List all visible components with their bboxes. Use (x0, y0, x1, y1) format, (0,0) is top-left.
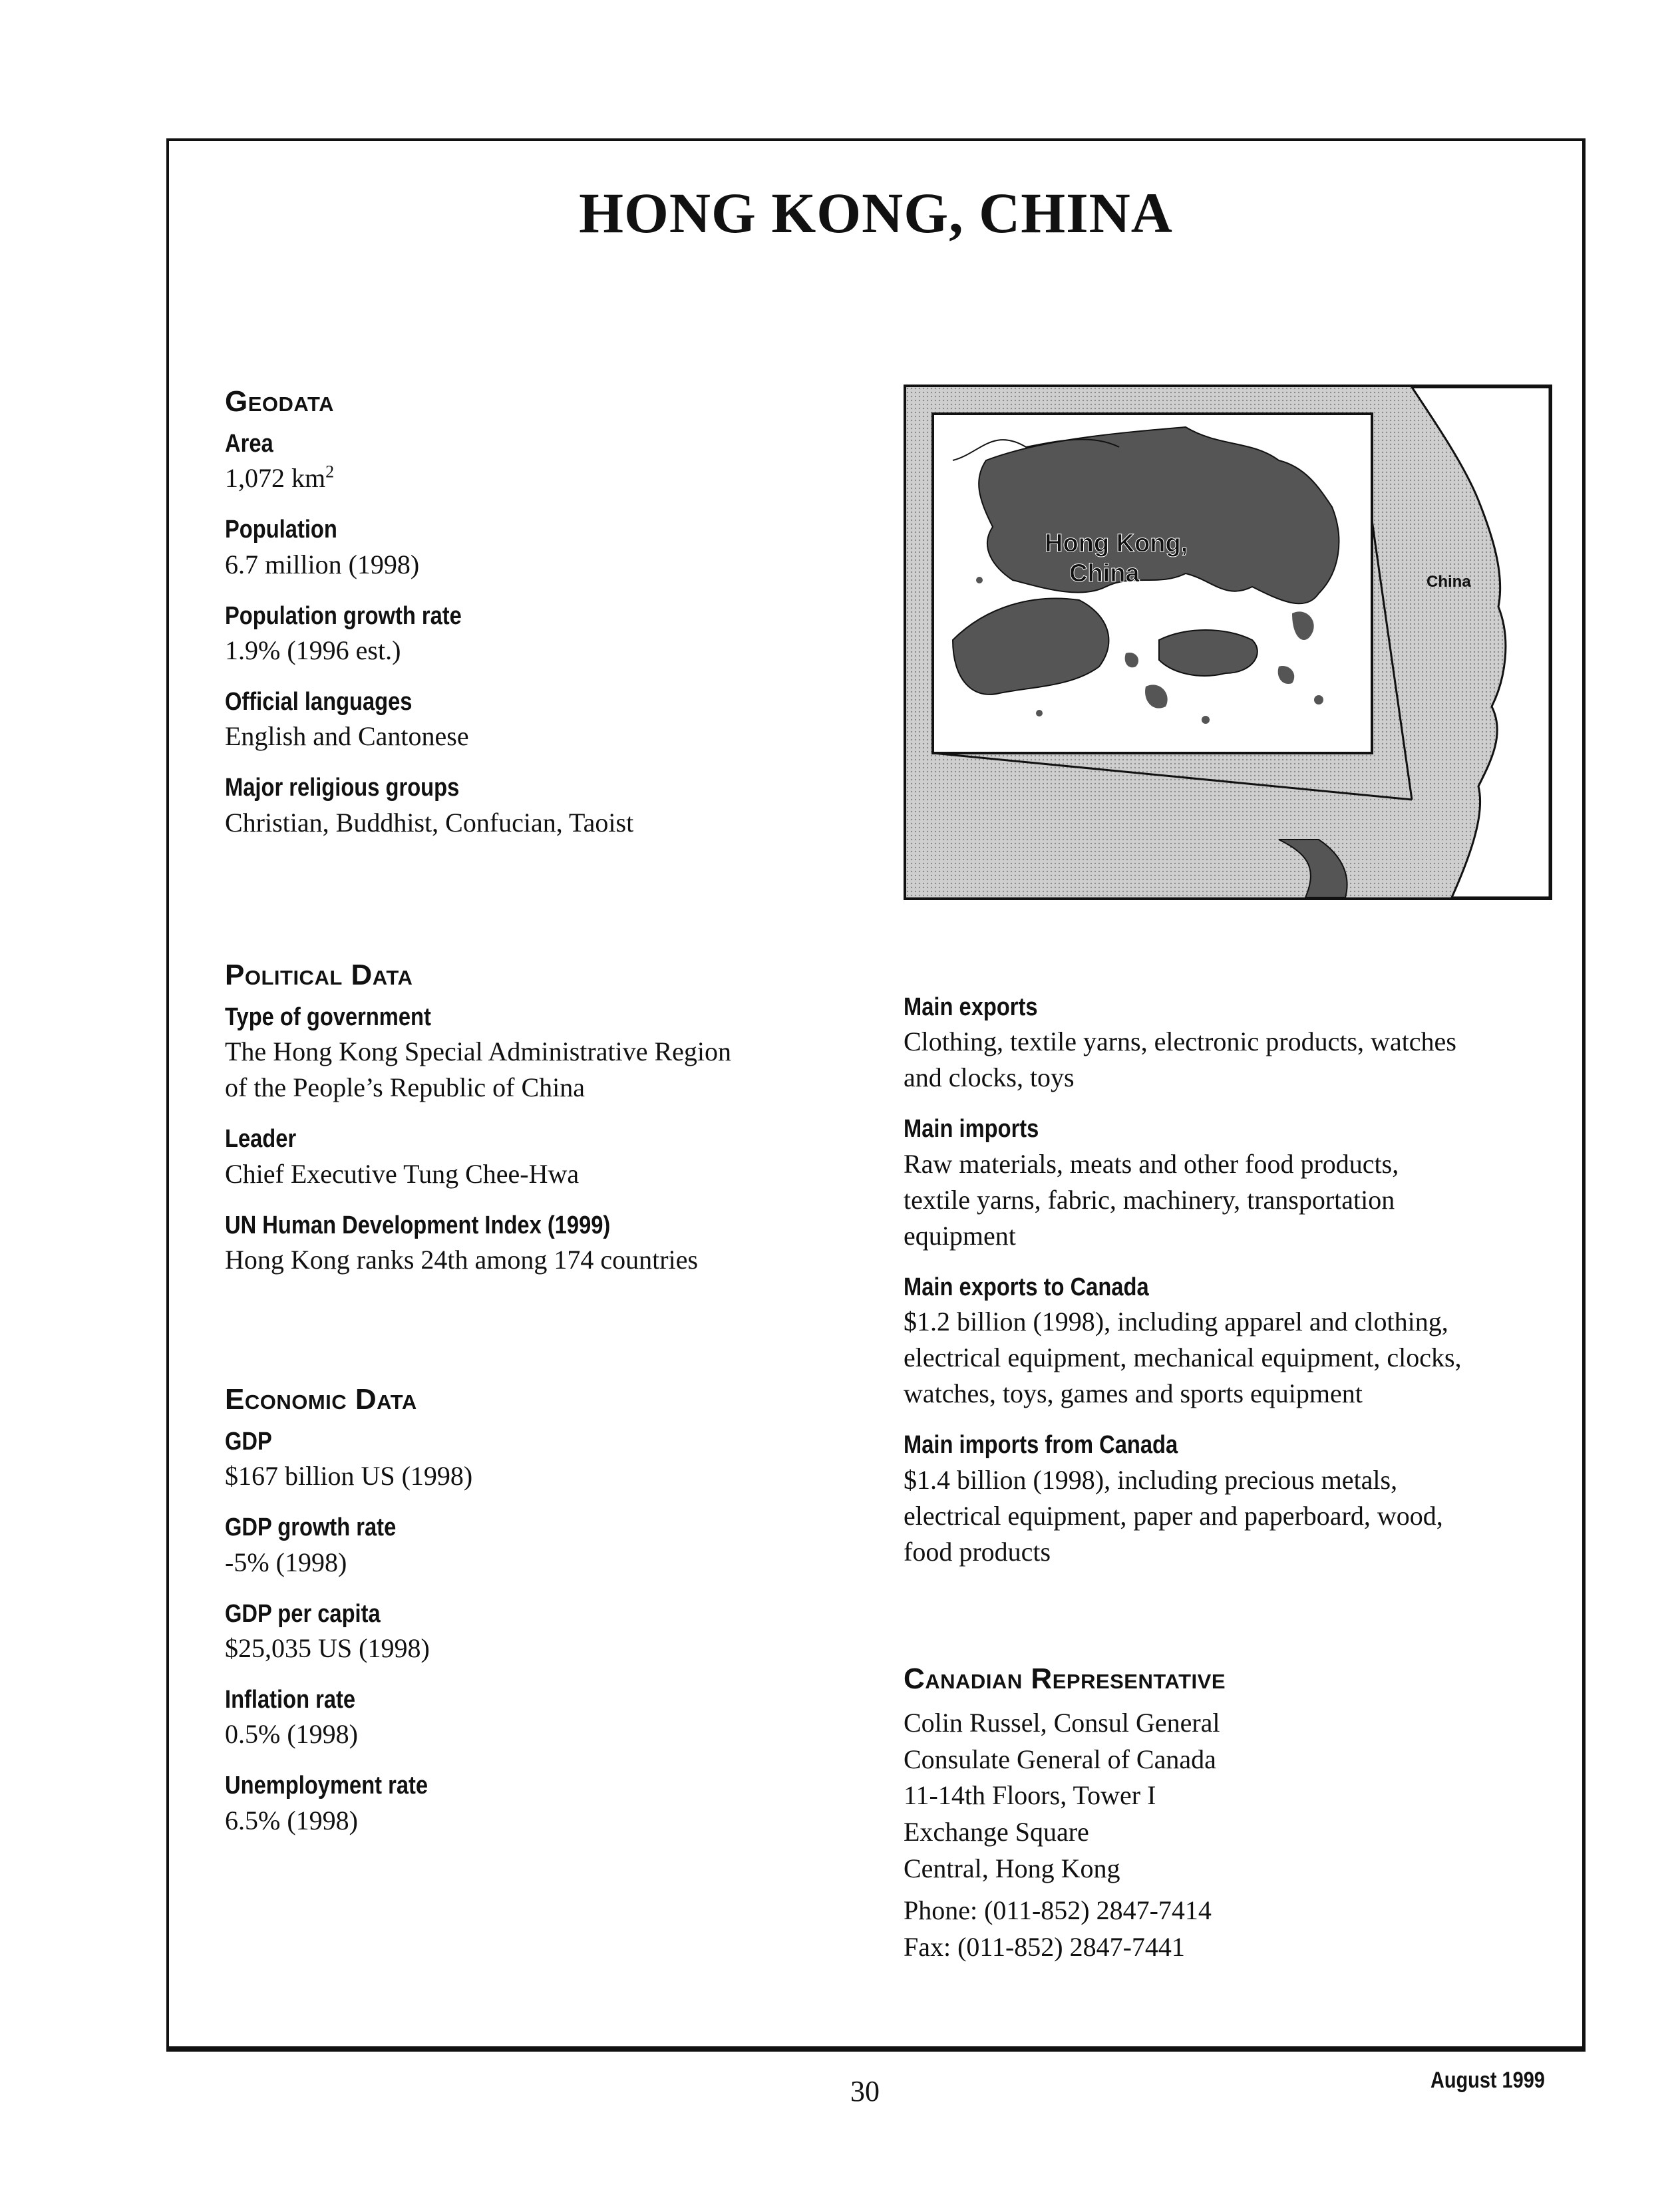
representative-city: Central, Hong Kong (904, 1853, 1120, 1883)
main-exports-label: Main exports (904, 993, 1038, 1021)
hong-kong-map (904, 385, 1552, 900)
inflation-field (225, 1684, 864, 1752)
representative-phone: Phone: (011-852) 2847-7414 (904, 1895, 1212, 1925)
unemployment-label: Unemployment rate (225, 1772, 428, 1800)
religion-field (225, 772, 864, 840)
representative-office: Consulate General of Canada (904, 1744, 1216, 1774)
exports-to-canada-field (904, 1271, 1562, 1412)
hdi-label: UN Human Development Index (1999) (225, 1211, 611, 1239)
main-imports-line2: textile yarns, fabric, machinery, transportation (904, 1184, 1395, 1215)
population-growth-field (225, 600, 864, 669)
inflation-label: Inflation rate (225, 1685, 356, 1714)
imports-from-canada-line1: $1.4 billion (1998), including precious metals, (904, 1464, 1398, 1495)
main-imports-line3: equipment (904, 1220, 1016, 1251)
government-label: Type of government (225, 1003, 431, 1031)
population-value: 6.7 million (1998) (225, 549, 420, 579)
leader-label: Leader (225, 1125, 297, 1154)
main-exports-field (904, 991, 1562, 1096)
representative-fax: Fax: (011-852) 2847-7441 (904, 1931, 1185, 1962)
religion-value: Christian, Buddhist, Confucian, Taoist (225, 807, 634, 838)
languages-field (225, 686, 864, 754)
publication-date: August 1999 (1430, 2068, 1545, 2093)
gdp-field (225, 1426, 864, 1494)
page-title: HONG KONG, CHINA (579, 181, 1173, 245)
languages-value: English and Cantonese (225, 721, 469, 752)
economic-section (225, 1382, 864, 1856)
unemployment-value: 6.5% (1998) (225, 1805, 358, 1835)
representative-floor: 11-14th Floors, Tower I (904, 1780, 1156, 1811)
map-label-hong-kong: Hong Kong, (1045, 530, 1188, 557)
gdp-per-capita-label: GDP per capita (225, 1599, 381, 1628)
gdp-growth-field (225, 1511, 864, 1580)
population-label: Population (225, 516, 337, 544)
gdp-per-capita-field (225, 1598, 864, 1666)
gdp-label: GDP (225, 1427, 272, 1456)
geodata-section (225, 385, 864, 858)
languages-label: Official languages (225, 687, 413, 716)
government-field (225, 1001, 890, 1106)
exports-to-canada-line3: watches, toys, games and sports equipment (904, 1378, 1363, 1409)
trade-section (904, 991, 1562, 1587)
area-label: Area (225, 429, 273, 458)
area-value: 1,072 $km^2$ (225, 462, 335, 494)
economic-heading: Economic Data (225, 1383, 417, 1416)
imports-from-canada-line2: electrical equipment, paper and paperboard, wood, (904, 1500, 1443, 1531)
gdp-growth-value: -5% (1998) (225, 1547, 347, 1577)
main-exports-line1: Clothing, textile yarns, electronic products, watches (904, 1026, 1456, 1057)
inflation-value: 0.5% (1998) (225, 1719, 358, 1750)
area-field (225, 428, 864, 496)
representative-name: Colin Russel, Consul General (904, 1707, 1220, 1738)
population-growth-label: Population growth rate (225, 601, 462, 630)
population-growth-value: 1.9% (1996 est.) (225, 635, 401, 665)
page-number: 30 (850, 2075, 880, 2108)
population-field (225, 514, 864, 582)
representative-section (904, 1662, 1562, 1965)
government-value-line1: The Hong Kong Special Administrative Region (225, 1036, 731, 1067)
geodata-heading: Geodata (225, 385, 335, 418)
imports-from-canada-field (904, 1429, 1562, 1569)
map-graphic (906, 387, 1550, 897)
religion-label: Major religious groups (225, 774, 460, 802)
map-label-hong-kong-china: China (1069, 559, 1140, 587)
exports-to-canada-line2: electrical equipment, mechanical equipment, clocks, (904, 1342, 1462, 1373)
gdp-growth-label: GDP growth rate (225, 1513, 397, 1542)
exports-to-canada-label: Main exports to Canada (904, 1273, 1149, 1301)
gdp-per-capita-value: $25,035 US (1998) (225, 1633, 430, 1663)
exports-to-canada-line1: $1.2 billion (1998), including apparel and clothing, (904, 1307, 1448, 1337)
representative-building: Exchange Square (904, 1817, 1089, 1847)
government-value-line2: of the People’s Republic of China (225, 1072, 586, 1103)
unemployment-field (225, 1770, 864, 1838)
hdi-value: Hong Kong ranks 24th among 174 countries (225, 1244, 699, 1275)
main-exports-line2: and clocks, toys (904, 1062, 1075, 1093)
hdi-field (225, 1209, 890, 1278)
leader-value: Chief Executive Tung Chee-Hwa (225, 1158, 580, 1189)
main-imports-line1: Raw materials, meats and other food products, (904, 1148, 1399, 1179)
leader-field (225, 1123, 890, 1191)
map-label-china: China (1427, 573, 1471, 591)
main-imports-field (904, 1113, 1562, 1253)
political-heading: Political Data (225, 959, 413, 991)
main-imports-label: Main imports (904, 1115, 1039, 1144)
imports-from-canada-label: Main imports from Canada (904, 1431, 1178, 1460)
gdp-value: $167 billion US (1998) (225, 1461, 473, 1492)
representative-heading: Canadian Representative (904, 1662, 1226, 1695)
imports-from-canada-line3: food products (904, 1536, 1051, 1567)
political-section (225, 958, 890, 1295)
